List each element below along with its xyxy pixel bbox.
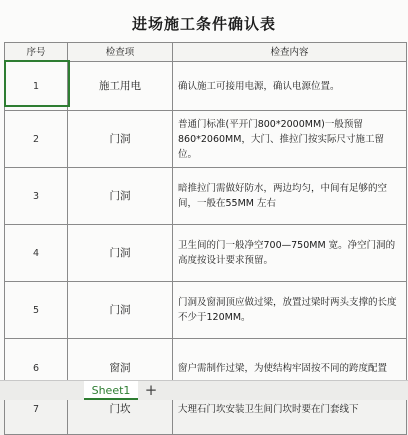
sheet-title: 进场施工条件确认表	[131, 15, 276, 33]
header-row	[5, 43, 407, 62]
table-row	[5, 168, 407, 225]
table-row	[5, 282, 407, 339]
cell-num[interactable]: 5	[5, 282, 68, 339]
cell-content[interactable]: 暗推拉门需做好防水，两边均匀，中间有足够的空间，一般在55MM 左右	[173, 168, 407, 225]
cell-item[interactable]: 窗洞	[68, 339, 173, 398]
cell-content[interactable]: 门洞及窗洞顶应做过梁，放置过梁时两头支撑的长度不少于120MM。	[173, 282, 407, 339]
cell-content[interactable]: 确认施工可接用电源，确认电源位置。	[173, 62, 407, 111]
cell-item[interactable]: 门坎	[68, 398, 173, 435]
header-cell-item[interactable]: 检查项	[68, 43, 173, 62]
cell-item[interactable]: 门洞	[68, 282, 173, 339]
cell-num[interactable]: 2	[5, 111, 68, 168]
cell-num[interactable]: 3	[5, 168, 68, 225]
sheet-tab-bar	[0, 380, 408, 400]
checklist-table	[4, 42, 407, 435]
add-sheet-icon[interactable]: +	[144, 381, 158, 399]
cell-num[interactable]: 1	[5, 62, 68, 111]
header-cell-num[interactable]: 序号	[5, 43, 68, 62]
cell-num[interactable]: 6	[5, 339, 68, 398]
cell-item[interactable]: 门洞	[68, 168, 173, 225]
header-cell-content[interactable]: 检查内容	[173, 43, 407, 62]
table-row	[5, 398, 407, 435]
cell-num[interactable]: 4	[5, 225, 68, 282]
cell-item[interactable]: 施工用电	[68, 62, 173, 111]
table-row	[5, 62, 407, 111]
cell-content[interactable]: 窗户需制作过梁，为使结构牢固按不同的跨度配置	[173, 339, 407, 398]
cell-content[interactable]: 卫生间的门一般净空700—750MM 宽。净空门洞的高度按设计要求预留。	[173, 225, 407, 282]
cell-num[interactable]: 7	[5, 398, 68, 435]
table-row	[5, 111, 407, 168]
cell-item[interactable]: 门洞	[68, 111, 173, 168]
sheet-tab-sheet1[interactable]: Sheet1	[84, 381, 138, 400]
table-row	[5, 225, 407, 282]
cell-content[interactable]: 大理石门坎安装卫生间门坎时要在门套线下	[173, 398, 407, 435]
cell-item[interactable]: 门洞	[68, 225, 173, 282]
cell-content[interactable]: 普通门标准(平开门800*2000MM)一般预留860*2060MM，大门、推拉门按实际尺寸施工留位。	[173, 111, 407, 168]
